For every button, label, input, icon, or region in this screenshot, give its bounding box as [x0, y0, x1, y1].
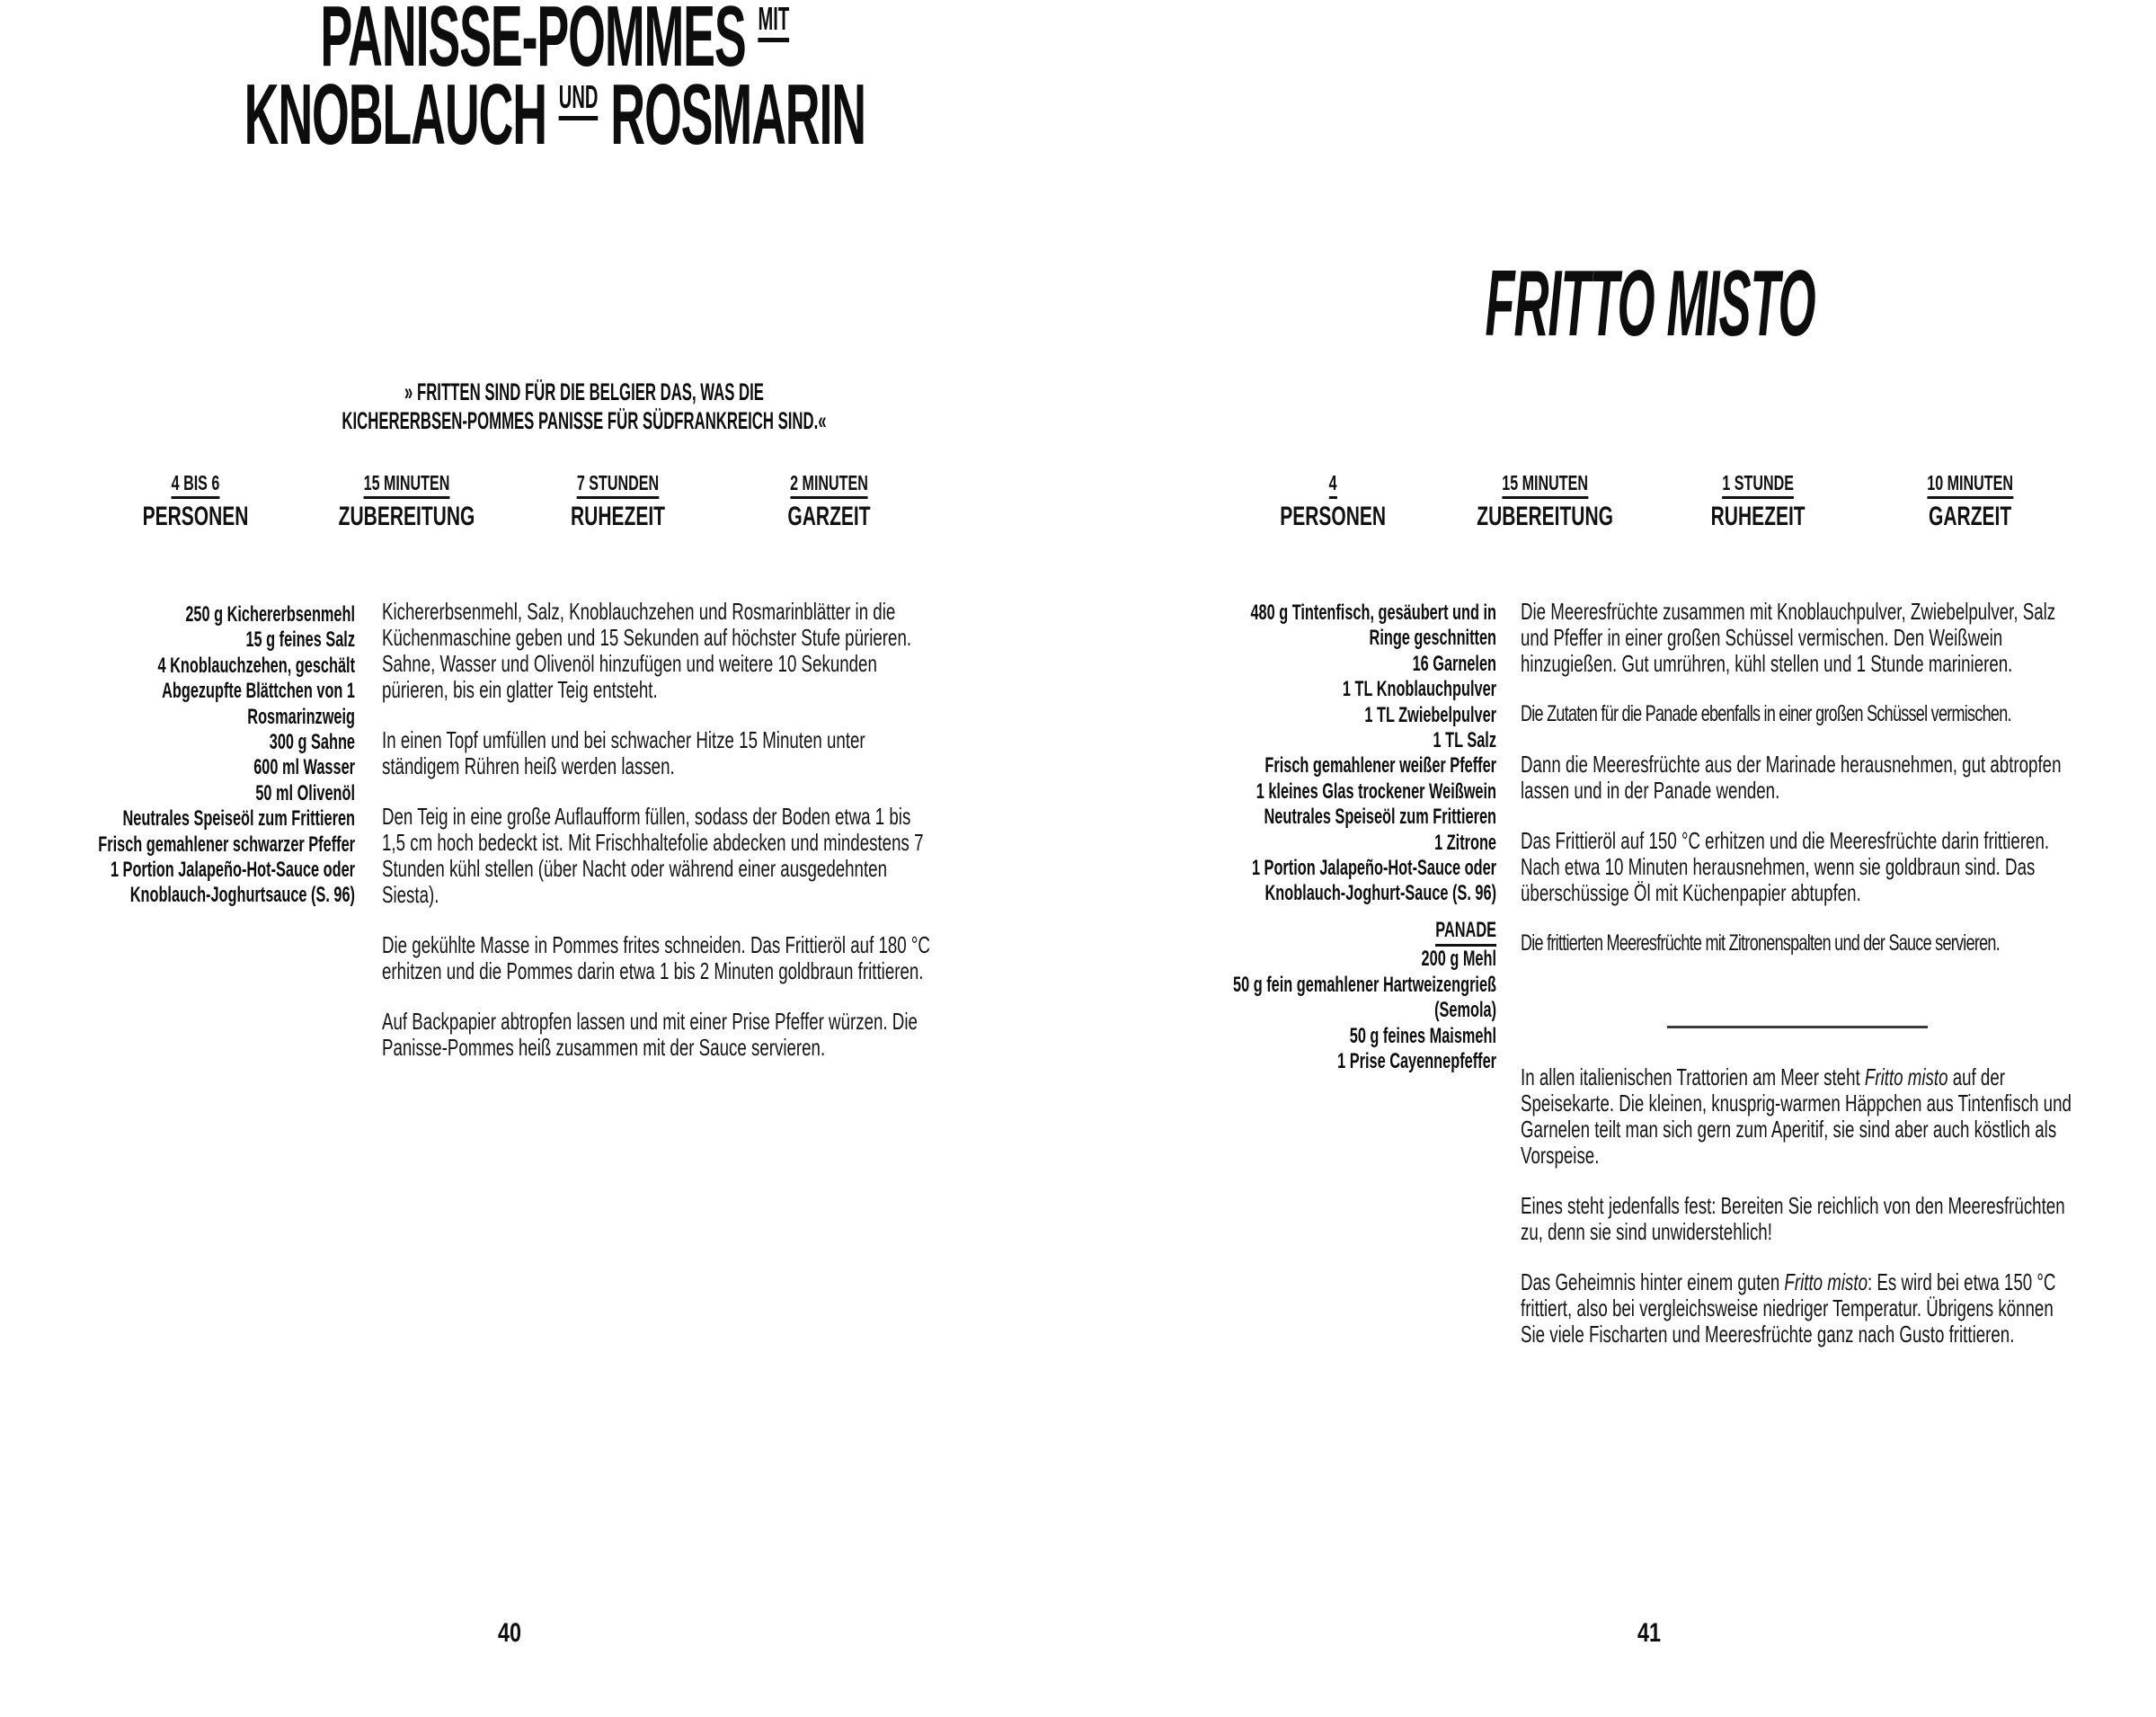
note-paragraph — [1521, 1064, 2077, 1169]
meta-label: GARZEIT — [787, 502, 871, 531]
meta-rest-time — [1683, 473, 1832, 530]
recipe-meta-row-left — [90, 473, 935, 530]
ingredient-item: 1 TL Knoblauchpulver — [1342, 677, 1496, 702]
note-text: : Es wird bei etwa 150 °C frittiert, also bei vergleichsweise niedriger Temperatur. Übrigens können Sie viele Fischarten und Meeresfrüchte ganz nach Gusto frittieren. — [1521, 1268, 2056, 1348]
note-text-italic: Fritto misto — [1784, 1268, 1868, 1295]
title-main-text: PANISSE-POMMES — [320, 0, 746, 85]
ingredient-item: Frisch gemahlener schwarzer Pfeffer — [98, 832, 355, 857]
ingredient-item: 300 g Sahne — [269, 730, 355, 755]
ingredient-item: 600 ml Wasser — [253, 755, 355, 780]
ingredient-item: 1 TL Zwiebelpulver — [1364, 702, 1496, 727]
meta-value: 10 MINUTEN — [1927, 473, 2013, 499]
recipe-meta-row-right — [1227, 473, 2076, 530]
ingredient-item: Neutrales Speiseöl zum Frittieren — [122, 806, 355, 832]
meta-label: ZUBEREITUNG — [1477, 502, 1614, 531]
note-text-italic: Fritto misto — [1864, 1063, 1948, 1090]
ingredients-list-right — [1215, 601, 1496, 1074]
instruction-step: Die gekühlte Masse in Pommes frites schneiden. Das Frittieröl auf 180 °C erhitzen und die Pommes darin etwa 1 bis 2 Minuten goldbraun frittieren. — [382, 931, 930, 984]
panade-section-header: PANADE — [1215, 918, 1496, 947]
ingredient-item: Frisch gemahlener weißer Pfeffer — [1264, 753, 1496, 778]
recipe-title-panisse — [244, 0, 865, 163]
meta-value: 15 MINUTEN — [1503, 473, 1589, 499]
ingredient-item: 50 ml Olivenöl — [255, 780, 355, 805]
meta-value: 4 BIS 6 — [172, 473, 220, 499]
page-number-left: 40 — [497, 1618, 522, 1648]
ingredient-item: Neutrales Speiseöl zum Frittieren — [1264, 805, 1496, 830]
meta-label: ZUBEREITUNG — [338, 502, 475, 531]
title-main-text: ROSMARIN — [610, 67, 865, 163]
instruction-step: Das Frittieröl auf 150 °C erhitzen und die Meeresfrüchte darin frittieren. Nach etwa 10 Minuten herausnehmen, wenn sie goldbraun sind. Das überschüssige Öl mit Küchenpapier abtupfen. — [1521, 827, 2050, 906]
ingredient-item: 16 Garnelen — [1412, 651, 1496, 676]
instruction-step: Den Teig in eine große Auflaufform füllen, sodass der Boden etwa 1 bis 1,5 cm hoch bedeckt ist. Mit Frischhaltefolie abdecken und mindestens 7 Stunden kühl stellen (über Nacht oder während einer ausgedehnten Siesta). — [382, 803, 924, 908]
instruction-step: Die frittierten Meeresfrüchte mit Zitronenspalten und der Sauce servieren. — [1521, 930, 2001, 956]
recipe-quote — [267, 378, 902, 435]
ingredient-item: 1 Prise Cayennepfeffer — [1337, 1048, 1496, 1073]
ingredient-item: 1 Portion Jalapeño-Hot-Sauce oder Knoblauch-Joghurt-Sauce (S. 96) — [1251, 856, 1496, 906]
instruction-step: Dann die Meeresfrüchte aus der Marinade herausnehmen, gut abtropfen lassen und in der Panade wenden. — [1521, 751, 2062, 804]
meta-value: 15 MINUTEN — [364, 473, 450, 499]
meta-label: PERSONEN — [142, 502, 249, 531]
note-paragraph — [1521, 1269, 2077, 1348]
meta-servings — [1258, 473, 1406, 530]
instruction-step: Kichererbsenmehl, Salz, Knoblauchzehen und Rosmarinblätter in die Küchenmaschine geben und 15 Sekunden auf höchster Stufe pürieren. Sahne, Wasser und Olivenöl hinzufügen und weitere 10 Sekunden pürieren, bis ein glatter Teig entsteht. — [382, 598, 912, 703]
meta-value: 2 MINUTEN — [790, 473, 868, 499]
instruction-step: Die Meeresfrüchte zusammen mit Knoblauchpulver, Zwiebelpulver, Salz und Pfeffer in einer großen Schüssel vermischen. Den Weißwein hinzugießen. Gut umrühren, kühl stellen und 1 Stunde marinieren. — [1521, 598, 2056, 677]
ingredient-item: Abgezupfte Blättchen von 1 Rosmarinzweig — [162, 679, 355, 729]
ingredient-item: 15 g feines Salz — [245, 627, 355, 653]
note-paragraph — [1521, 1193, 2077, 1245]
quote-line-1: » FRITTEN SIND FÜR DIE BELGIER DAS, WAS DIE — [404, 378, 764, 405]
instructions-right — [1521, 599, 2077, 981]
ingredient-item: 250 g Kichererbsenmehl — [185, 602, 355, 627]
instructions-left — [382, 599, 938, 1085]
title-main-text: KNOBLAUCH — [244, 67, 546, 163]
meta-cook-time — [755, 473, 903, 530]
ingredient-item: 480 g Tintenfisch, gesäubert und in Ringe geschnitten — [1250, 601, 1496, 651]
meta-rest-time — [544, 473, 692, 530]
page-number-right: 41 — [1637, 1618, 1662, 1648]
title-connector-mit: MIT — [758, 3, 789, 42]
ingredient-item: 1 TL Salz — [1433, 728, 1496, 753]
note-text: In allen italienischen Trattorien am Meer steht — [1521, 1063, 1865, 1090]
meta-label: RUHEZEIT — [1710, 502, 1806, 531]
ingredient-item: 200 g Mehl — [1421, 947, 1496, 972]
ingredient-item: 50 g feines Maismehl — [1349, 1023, 1496, 1048]
ingredient-item: 1 Zitrone — [1434, 830, 1496, 855]
note-text: Eines steht jedenfalls fest: Bereiten Sie reichlich von den Meeresfrüchten zu, denn sie sind unwiderstehlich! — [1521, 1192, 2065, 1245]
ingredients-list-left — [74, 602, 355, 909]
section-divider-line — [1667, 1026, 1928, 1028]
meta-label: GARZEIT — [1928, 502, 2011, 531]
meta-value: 7 STUNDEN — [577, 473, 659, 499]
meta-label: PERSONEN — [1280, 502, 1387, 531]
title-line-2 — [244, 67, 865, 163]
recipe-notes — [1521, 1064, 2077, 1372]
ingredient-item: 50 g fein gemahlener Hartweizengrieß (Semola) — [1233, 972, 1496, 1023]
meta-servings — [121, 473, 270, 530]
note-text: auf der Speisekarte. Die kleinen, knusprig-warmen Häppchen aus Tintenfisch und Garnelen teilt man sich gern zum Aperitif, sie sind aber auch köstlich als Vorspeise. — [1521, 1063, 2072, 1169]
ingredient-item: 4 Knoblauchzehen, geschält — [157, 653, 355, 678]
instruction-step: Auf Backpapier abtropfen lassen und mit einer Prise Pfeffer würzen. Die Panisse-Pommes heiß zusammen mit der Sauce servieren. — [382, 1008, 918, 1061]
meta-cook-time — [1895, 473, 2044, 530]
instruction-step: Die Zutaten für die Panade ebenfalls in einer großen Schüssel vermischen. — [1521, 701, 2011, 726]
meta-prep-time — [1471, 473, 1619, 530]
recipe-title-fritto-misto: FRITTO MISTO — [1485, 252, 1815, 356]
instruction-step: In einen Topf umfüllen und bei schwacher Hitze 15 Minuten unter ständigem Rühren heiß werden lassen. — [382, 726, 865, 779]
note-text: Das Geheimnis hinter einem guten — [1521, 1268, 1785, 1295]
title-connector-und: UND — [559, 81, 599, 120]
meta-value: 4 — [1329, 473, 1337, 499]
ingredient-item: 1 kleines Glas trockener Weißwein — [1255, 778, 1496, 804]
meta-prep-time — [333, 473, 481, 530]
quote-line-2: KICHERERBSEN-POMMES PANISSE FÜR SÜDFRANKREICH SIND.« — [342, 407, 827, 434]
meta-label: RUHEZEIT — [571, 502, 665, 531]
ingredient-item: 1 Portion Jalapeño-Hot-Sauce oder Knoblauch-Joghurtsauce (S. 96) — [110, 858, 356, 908]
meta-value: 1 STUNDE — [1722, 473, 1794, 499]
